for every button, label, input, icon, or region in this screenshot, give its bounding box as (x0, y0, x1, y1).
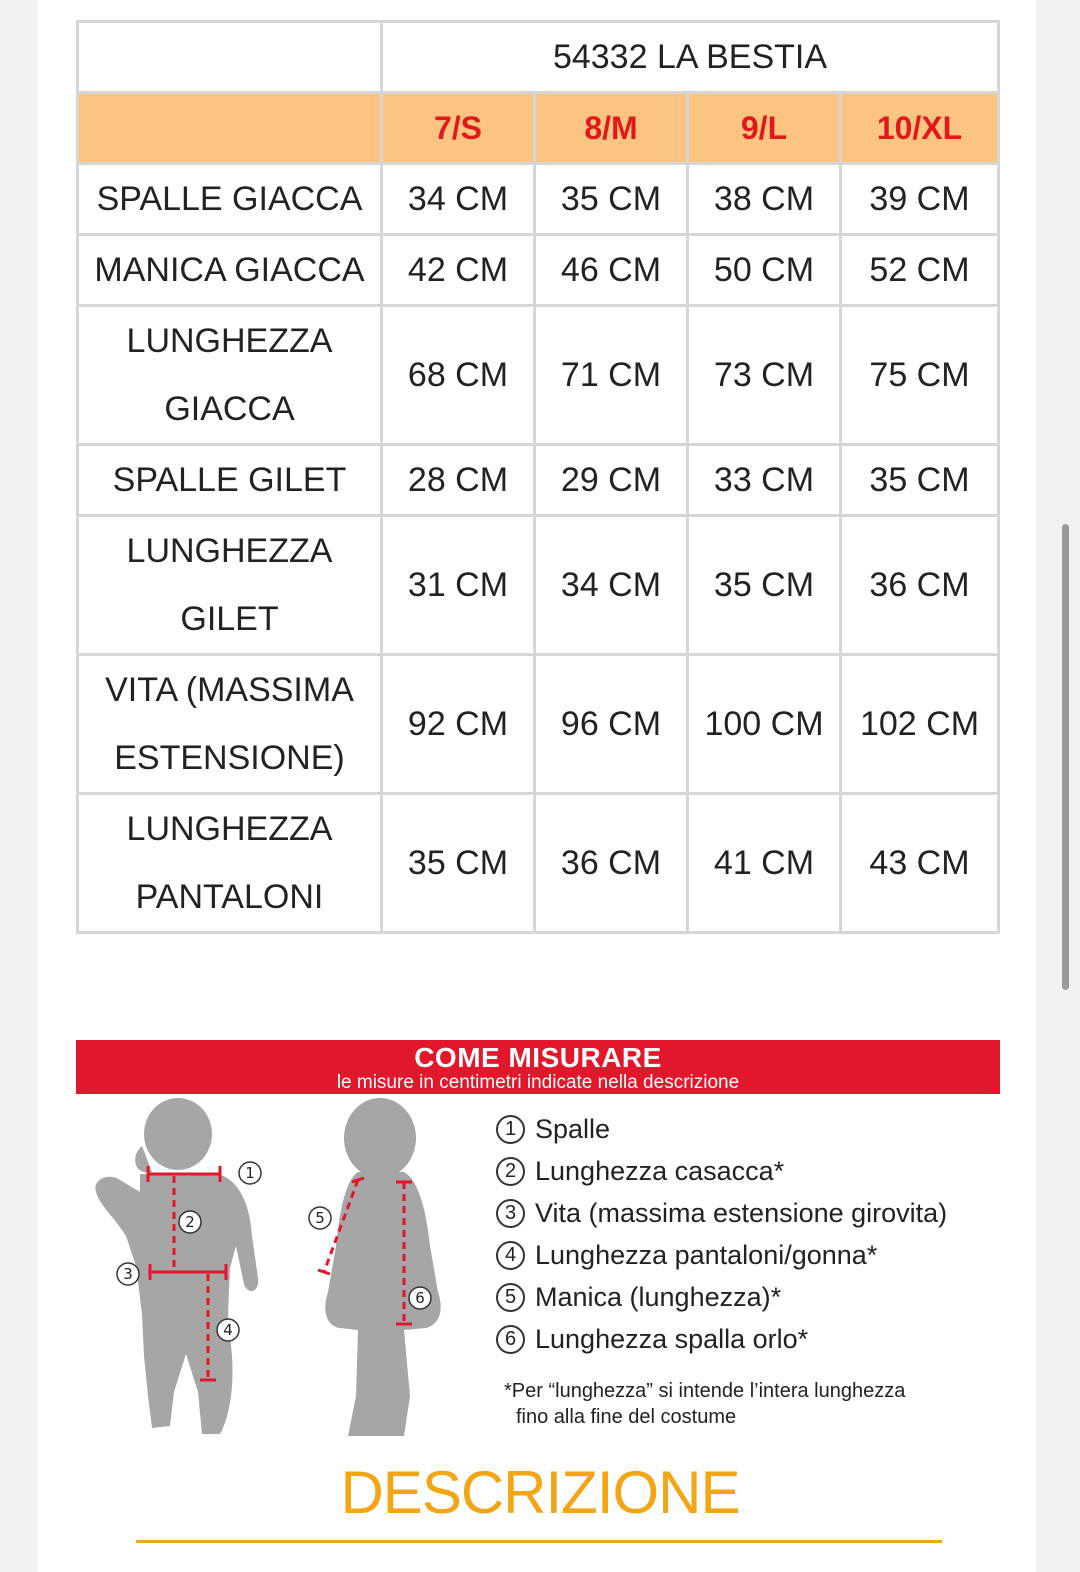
measure-cell: 34 CM (536, 517, 689, 656)
measure-cell: 50 CM (689, 236, 842, 307)
size-header-cell: 9/L (689, 94, 842, 165)
measure-cell: 33 CM (689, 446, 842, 517)
footnote-line: *Per “lunghezza” si intende l’intera lunghezza (504, 1380, 906, 1402)
legend-item (496, 1276, 1016, 1318)
row-label: SPALLE GIACCA (79, 165, 383, 236)
child-front-figure (90, 1096, 280, 1446)
how-to-measure-subtitle: le misure in centimetri indicate nella descrizione (336, 1072, 740, 1093)
size-chart-table (76, 20, 1000, 934)
measure-cell: 31 CM (383, 517, 536, 656)
table-row (79, 236, 1000, 307)
row-label-line: GILET (180, 600, 279, 638)
product-title-row (79, 23, 1000, 94)
marker-3: 3 (123, 1265, 133, 1283)
row-label: SPALLE GILET (79, 446, 383, 517)
measure-cell: 35 CM (842, 446, 1000, 517)
measure-cell: 100 CM (689, 656, 842, 795)
legend-number: 6 (496, 1325, 525, 1354)
table-row (79, 307, 1000, 446)
row-label-line: PANTALONI (135, 878, 324, 916)
measure-cell: 29 CM (536, 446, 689, 517)
measure-cell: 36 CM (536, 795, 689, 934)
measure-cell: 71 CM (536, 307, 689, 446)
measure-cell: 36 CM (842, 517, 1000, 656)
row-label (79, 795, 383, 934)
size-header-cell: 10/XL (842, 94, 1000, 165)
table-corner-cell (79, 23, 383, 94)
legend-item (496, 1150, 1016, 1192)
legend-number: 3 (496, 1199, 525, 1228)
marker-6: 6 (415, 1289, 425, 1307)
table-row (79, 656, 1000, 795)
heading-divider (136, 1540, 942, 1543)
table-row (79, 795, 1000, 934)
measure-cell: 73 CM (689, 307, 842, 446)
row-label-line: LUNGHEZZA (126, 532, 333, 570)
size-header-row (79, 94, 1000, 165)
legend-number: 2 (496, 1157, 525, 1186)
legend-label: Lunghezza spalla orlo* (535, 1323, 809, 1354)
measure-cell: 41 CM (689, 795, 842, 934)
table-row (79, 517, 1000, 656)
table-row (79, 165, 1000, 236)
how-to-measure-title: COME MISURARE (414, 1042, 662, 1073)
legend-label: Lunghezza pantaloni/gonna* (535, 1239, 878, 1270)
size-header-cell: 8/M (536, 94, 689, 165)
table-row (79, 446, 1000, 517)
legend-item (496, 1108, 1016, 1150)
child-side-figure (300, 1096, 460, 1446)
measure-cell: 35 CM (689, 517, 842, 656)
legend-number: 1 (496, 1115, 525, 1144)
measure-cell: 38 CM (689, 165, 842, 236)
measure-cell: 34 CM (383, 165, 536, 236)
legend-item (496, 1318, 1016, 1360)
legend-number: 4 (496, 1241, 525, 1270)
measure-cell: 52 CM (842, 236, 1000, 307)
footnote-line: fino alla fine del costume (516, 1406, 737, 1428)
row-label-line: GIACCA (164, 390, 295, 428)
measure-cell: 46 CM (536, 236, 689, 307)
row-label-line: VITA (MASSIMA (105, 671, 354, 709)
marker-2: 2 (185, 1213, 195, 1231)
side-silhouette (325, 1098, 440, 1436)
scrollbar[interactable] (1062, 524, 1069, 990)
legend-item (496, 1192, 1016, 1234)
marker-4: 4 (223, 1321, 233, 1339)
row-label (79, 307, 383, 446)
length-footnote (504, 1378, 984, 1430)
row-label-line: LUNGHEZZA (126, 322, 333, 360)
measure-cell: 92 CM (383, 656, 536, 795)
measure-cell: 39 CM (842, 165, 1000, 236)
measure-cell: 28 CM (383, 446, 536, 517)
how-to-measure-banner (76, 1040, 1000, 1094)
legend-number: 5 (496, 1283, 525, 1312)
legend-label: Manica (lunghezza)* (535, 1281, 782, 1312)
measure-cell: 42 CM (383, 236, 536, 307)
row-label (79, 517, 383, 656)
measure-cell: 102 CM (842, 656, 1000, 795)
legend-label: Spalle (535, 1113, 611, 1144)
product-title: 54332 LA BESTIA (383, 23, 1000, 94)
description-heading: DESCRIZIONE (340, 1459, 740, 1526)
legend-item (496, 1234, 1016, 1276)
measure-cell: 68 CM (383, 307, 536, 446)
marker-5: 5 (315, 1209, 325, 1227)
row-label-line: LUNGHEZZA (126, 810, 333, 848)
measure-cell: 43 CM (842, 795, 1000, 934)
row-label: MANICA GIACCA (79, 236, 383, 307)
legend-label: Lunghezza casacca* (535, 1155, 785, 1186)
measure-cell: 96 CM (536, 656, 689, 795)
legend-label: Vita (massima estensione girovita) (535, 1197, 948, 1228)
measure-legend (496, 1108, 1016, 1360)
measure-cell: 35 CM (383, 795, 536, 934)
row-label (79, 656, 383, 795)
measure-cell: 35 CM (536, 165, 689, 236)
size-header-cell: 7/S (383, 94, 536, 165)
row-label-line: ESTENSIONE) (114, 739, 345, 777)
measure-cell: 75 CM (842, 307, 1000, 446)
size-header-blank (79, 94, 383, 165)
marker-1: 1 (245, 1164, 255, 1182)
